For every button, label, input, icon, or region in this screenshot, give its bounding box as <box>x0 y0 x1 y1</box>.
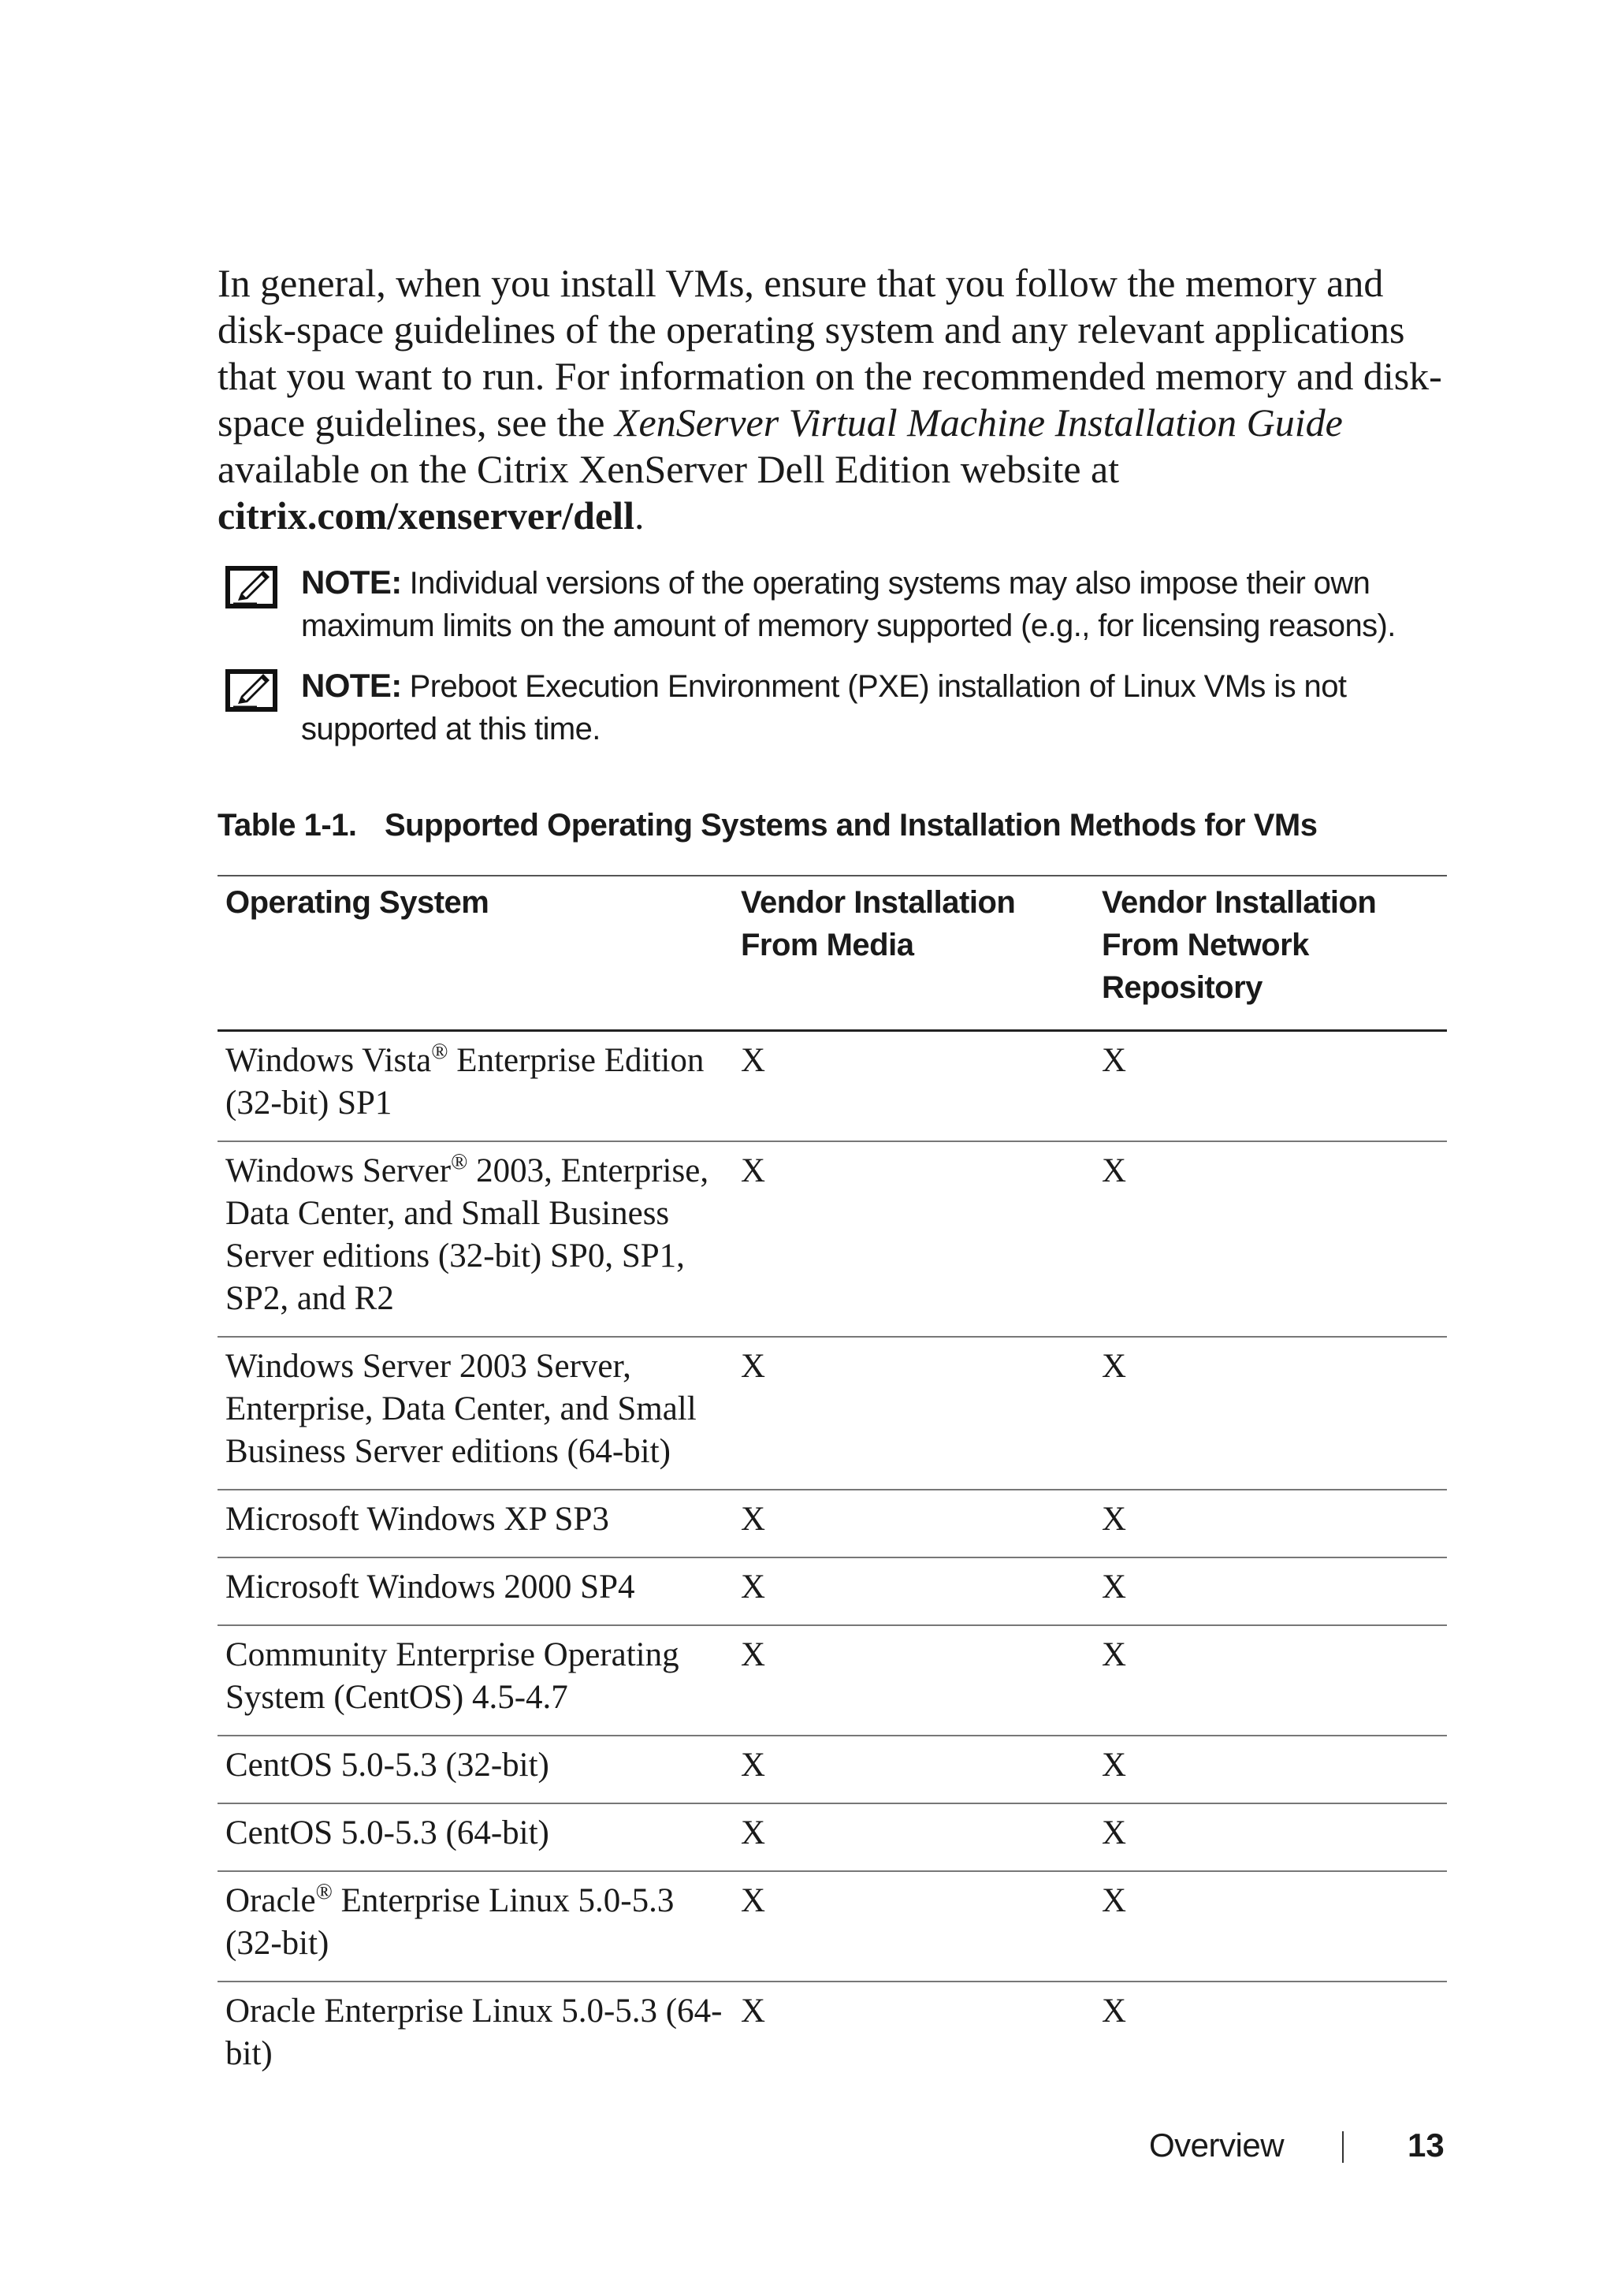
cell-operating-system <box>218 1803 733 1871</box>
os-name: CentOS 5.0-5.3 (64-bit) <box>225 1814 549 1851</box>
header-install-media: Vendor Installation From Media <box>733 876 1094 1031</box>
footer-separator <box>1342 2131 1344 2163</box>
cell-install-media: X <box>733 1871 1094 1982</box>
os-name: CentOS 5.0-5.3 (32-bit) <box>225 1747 549 1784</box>
cell-install-network: X <box>1102 1993 1127 2030</box>
table-row <box>218 1803 1447 1871</box>
cell-install-network: X <box>1094 1803 1447 1871</box>
table-row <box>218 1736 1447 1803</box>
table-row <box>218 1031 1447 1142</box>
cell-install-media: X <box>733 1337 1094 1490</box>
table-row <box>218 1337 1447 1490</box>
intro-text-3: . <box>634 493 645 538</box>
guide-title: XenServer Virtual Machine Installation Guide <box>614 400 1343 445</box>
note-text: Preboot Execution Environment (PXE) installation of Linux VMs is not supported at this time. <box>301 669 1347 746</box>
cell-install-network: X <box>1094 1490 1447 1557</box>
cell-operating-system <box>218 1871 733 1982</box>
os-name: Community Enterprise Operating System (CentOS) 4.5-4.7 <box>225 1636 679 1716</box>
cell-install-media: X <box>733 1557 1094 1625</box>
page-content <box>218 260 1447 2091</box>
page-footer <box>0 2127 1614 2174</box>
os-name: Microsoft Windows 2000 SP4 <box>225 1568 635 1606</box>
registered-mark: ® <box>451 1150 468 1174</box>
table-row <box>218 1557 1447 1625</box>
note-1 <box>218 561 1447 647</box>
os-name-continued: Enterprise Linux 5.0-5.3 (32-bit) <box>225 1882 675 1962</box>
table-caption <box>218 806 1447 845</box>
cell-install-media: X <box>733 1490 1094 1557</box>
cell-install-network: X <box>1094 1625 1447 1736</box>
os-name: Oracle Enterprise Linux 5.0-5.3 (64-bit) <box>225 1993 723 2072</box>
os-name: Windows Server <box>225 1152 452 1189</box>
cell-install-network: X <box>1094 1337 1447 1490</box>
cell-operating-system <box>218 1557 733 1625</box>
cell-install-media: X <box>733 1031 1094 1142</box>
cell-operating-system <box>218 1337 733 1490</box>
cell-install-media: X <box>733 1736 1094 1803</box>
website-url: citrix.com/xenserver/dell <box>218 493 634 538</box>
cell-install-network: X <box>1094 1557 1447 1625</box>
cell-install-network: X <box>1094 1141 1447 1337</box>
cell-operating-system <box>218 1736 733 1803</box>
table-header-row <box>218 876 1447 1031</box>
cell-operating-system <box>218 1625 733 1736</box>
cell-install-network: X <box>1094 1031 1447 1142</box>
os-name: Oracle <box>225 1882 316 1919</box>
registered-mark: ® <box>431 1040 448 1064</box>
table-title: Supported Operating Systems and Installation Methods for VMs <box>385 808 1318 843</box>
table-row <box>218 1625 1447 1736</box>
note-pencil-icon <box>225 566 277 608</box>
note-label: NOTE: <box>301 667 402 704</box>
table-number: Table 1-1. <box>218 808 357 843</box>
footer-section-name: Overview <box>1149 2127 1285 2164</box>
note-label: NOTE: <box>301 564 402 601</box>
table-row <box>218 1982 1447 2091</box>
cell-install-media: X <box>741 1993 766 2030</box>
intro-text-1: In general, when you install VMs, ensure that you follow the memory and disk-space guidelines of the operating system and any relevant applications that you want to run. For information on the recommended memory and disk-space guidelines, see the <box>218 261 1442 445</box>
table-row <box>218 1871 1447 1982</box>
note-pencil-icon <box>225 669 277 712</box>
note-text: Individual versions of the operating systems may also impose their own maximum limits on the amount of memory supported (e.g., for licensing reasons). <box>301 566 1396 643</box>
cell-operating-system <box>218 1141 733 1337</box>
cell-operating-system <box>218 1490 733 1557</box>
cell-install-media: X <box>733 1803 1094 1871</box>
os-name: Windows Server 2003 Server, Enterprise, Data Center, and Small Business Server editions (64-bit) <box>225 1348 697 1470</box>
intro-paragraph <box>218 260 1447 539</box>
cell-install-media: X <box>733 1625 1094 1736</box>
note-2 <box>218 664 1447 750</box>
table-body <box>218 1031 1447 2092</box>
cell-install-media: X <box>733 1141 1094 1337</box>
os-name: Microsoft Windows XP SP3 <box>225 1501 609 1538</box>
os-name-continued: Enterprise Edition (32-bit) SP1 <box>225 1042 705 1122</box>
registered-mark: ® <box>315 1880 333 1904</box>
os-support-table <box>218 875 1447 2091</box>
cell-install-network: X <box>1094 1871 1447 1982</box>
page-number: 13 <box>1408 2127 1445 2164</box>
cell-operating-system <box>218 1982 733 2091</box>
cell-install-network: X <box>1094 1736 1447 1803</box>
cell-operating-system <box>218 1031 733 1142</box>
header-operating-system: Operating System <box>218 876 733 1031</box>
os-name: Windows Vista <box>225 1042 432 1079</box>
intro-text-2: available on the Citrix XenServer Dell Edition website at <box>218 447 1120 491</box>
table-row <box>218 1490 1447 1557</box>
os-name-continued: 2003, Enterprise, Data Center, and Small Business Server editions (32-bit) SP0, SP1, SP2, and R2 <box>225 1152 709 1317</box>
header-install-network: Vendor Installation From Network Repository <box>1094 876 1447 1031</box>
table-row <box>218 1141 1447 1337</box>
